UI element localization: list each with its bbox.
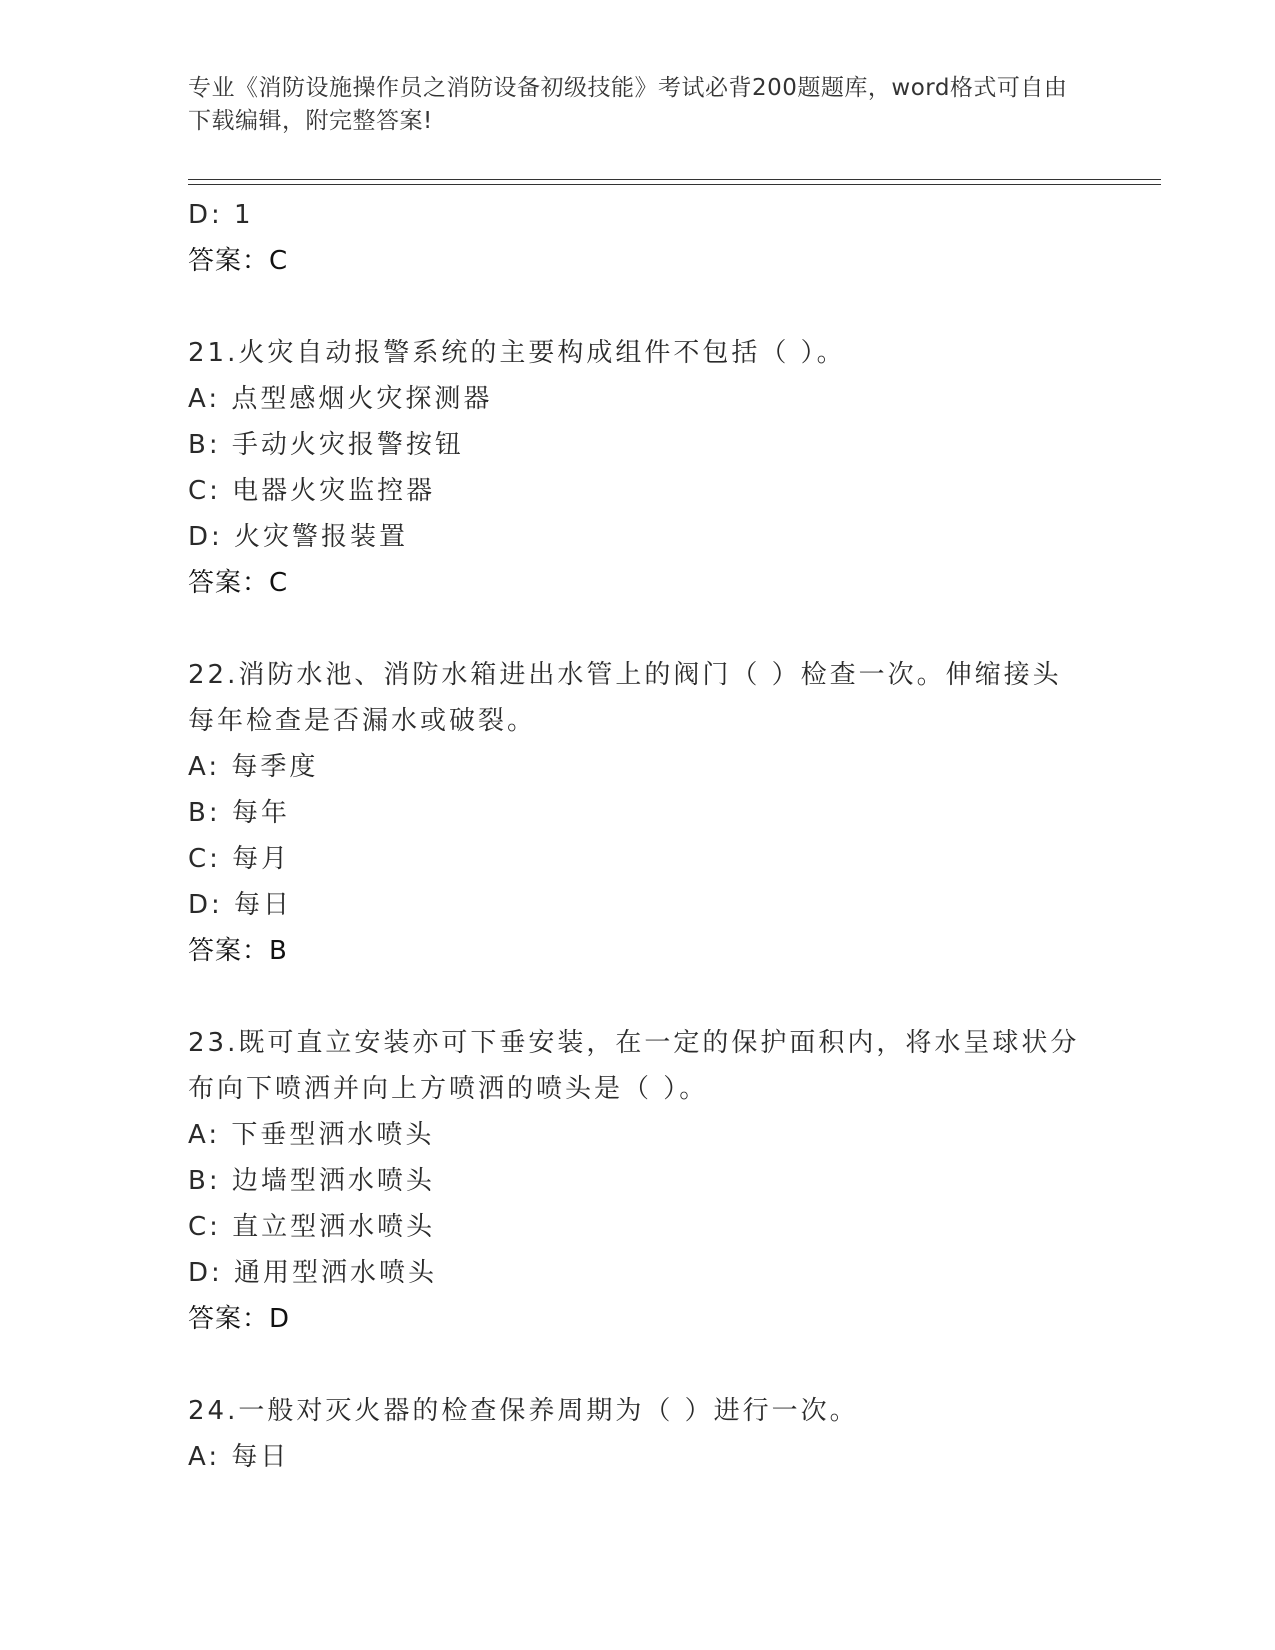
- question-23-option-b: B: 边墙型洒水喷头: [188, 1166, 435, 1196]
- header-divider-bottom: [188, 184, 1161, 185]
- question-22-option-b: B: 每年: [188, 798, 290, 828]
- question-22-option-c: C: 每月: [188, 844, 291, 874]
- question-22-option-a: A: 每季度: [188, 752, 319, 782]
- question-list: [188, 192, 1088, 1480]
- question-stem-24: 24.一般对灭火器的检查保养周期为（ ）进行一次。: [188, 1396, 859, 1426]
- question-21-option-a: A: 点型感烟火灾探测器: [188, 384, 493, 414]
- carryover-answer: 答案：C: [188, 246, 289, 276]
- carryover-option-d: D: 1: [188, 200, 254, 230]
- question-23-option-a: A: 下垂型洒水喷头: [188, 1120, 435, 1150]
- page-header-title: 专业《消防设施操作员之消防设备初级技能》考试必背200题题库，word格式可自由下载编辑，附完整答案!: [188, 75, 1068, 134]
- question-22-option-d: D: 每日: [188, 890, 293, 920]
- spacer: [188, 606, 1088, 652]
- spacer: [188, 974, 1088, 1020]
- question-23-option-d: D: 通用型洒水喷头: [188, 1258, 438, 1288]
- header-divider-top: [188, 179, 1161, 180]
- question-21-option-c: C: 电器火灾监控器: [188, 476, 436, 506]
- question-stem-23: 23.既可直立安装亦可下垂安装，在一定的保护面积内，将水呈球状分布向下喷洒并向上方喷洒的喷头是（ ）。: [188, 1028, 1080, 1104]
- spacer: [188, 284, 1088, 330]
- question-stem-22: 22.消防水池、消防水箱进出水管上的阀门（ ）检查一次。伸缩接头每年检查是否漏水或破裂。: [188, 660, 1062, 736]
- question-21-option-b: B: 手动火灾报警按钮: [188, 430, 464, 460]
- question-stem-21: 21.火灾自动报警系统的主要构成组件不包括（ ）。: [188, 338, 846, 368]
- question-21-option-d: D: 火灾警报装置: [188, 522, 409, 552]
- question-22-answer: 答案：B: [188, 936, 288, 966]
- question-24-option-a: A: 每日: [188, 1442, 290, 1472]
- question-21-answer: 答案：C: [188, 568, 289, 598]
- question-23-answer: 答案：D: [188, 1304, 291, 1334]
- spacer: [188, 1342, 1088, 1388]
- question-23-option-c: C: 直立型洒水喷头: [188, 1212, 436, 1242]
